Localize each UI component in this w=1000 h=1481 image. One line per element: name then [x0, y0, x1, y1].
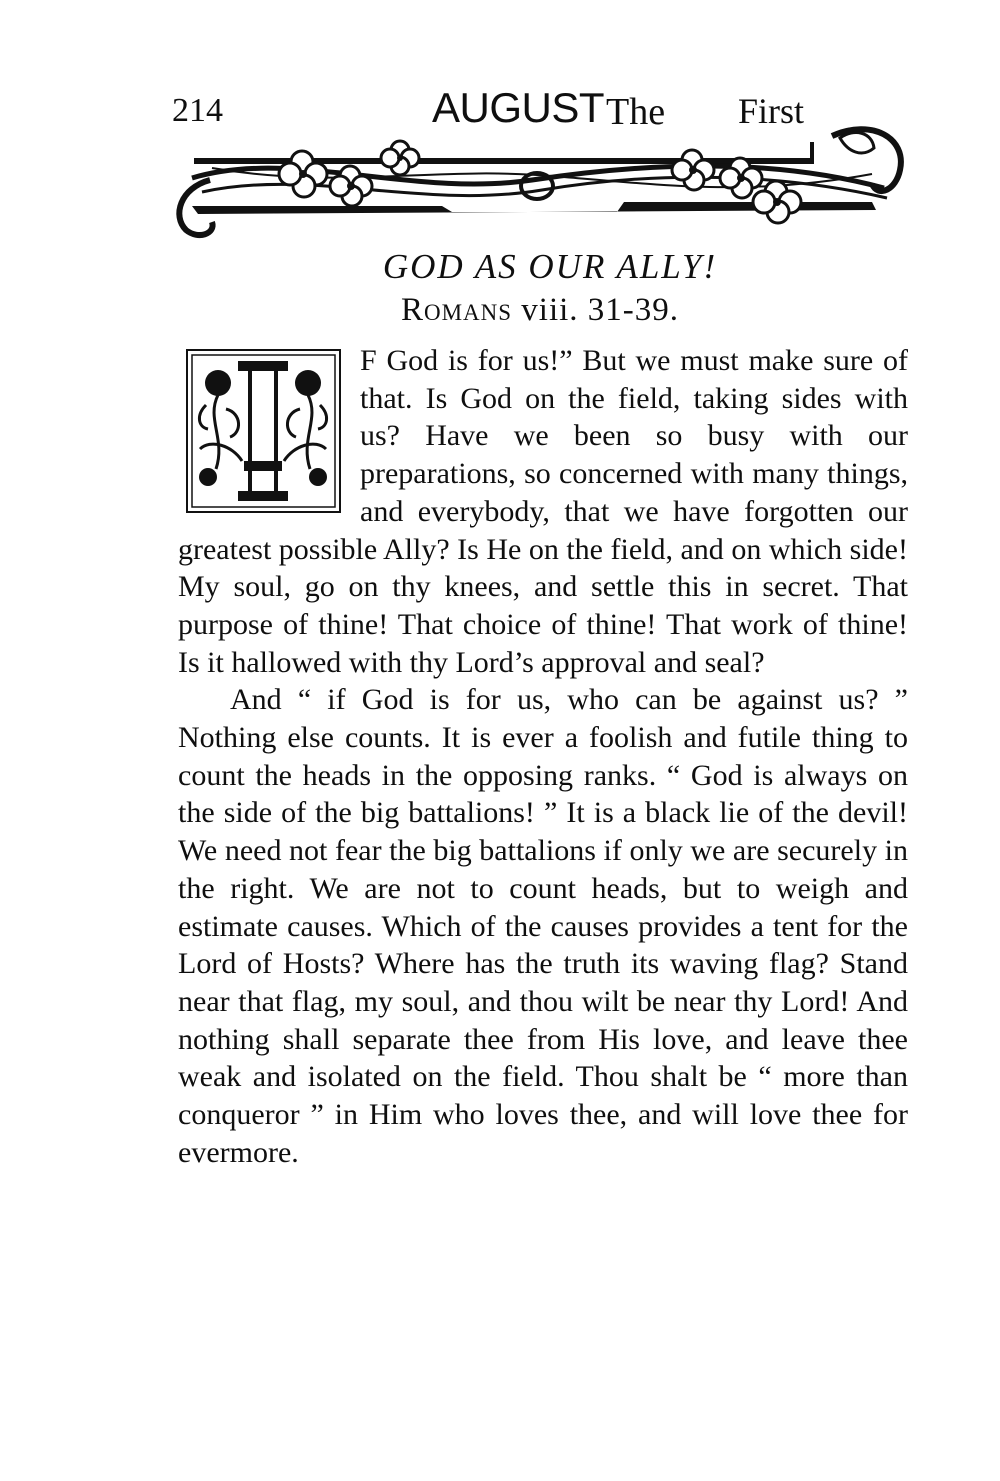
- reading-title: GOD AS OUR ALLY!: [382, 247, 718, 286]
- drop-cap-space: [178, 342, 360, 528]
- floral-banner-ornament-icon: [172, 118, 912, 246]
- paragraph-1: F God is for us!” But we must make sure of that. Is God on the field, taking sides with us? Have we been so busy with our preparations, so concerned with many things, and everybody, that we have forgotten our greatest possible Ally? Is He on the field, and on which side! My soul, go on thy knees, and settle this in secret. That purpose of thine! That choice of thine! That work of thine! Is it hallowed with thy Lord’s approval and seal?: [178, 344, 908, 679]
- paragraph-2: And “ if God is for us, who can be against us? ” Nothing else counts. It is ever a foolish and futile thing to count the heads in the opposing ranks. “ God is always on the side of the big battalions! ” It is a black lie of the devil! We need not fear the big battalions if only we are securely in the right. We are not to count heads, but to weigh and estimate causes. Which of the causes provides a tent for the Lord of Hosts? Where has the truth its waving flag? Stand near that flag, my soul, and thou wilt be near thy Lord! And nothing shall separate thee from His love, and leave thee weak and isolated on the field. Thou shalt be “ more than conqueror ” in Him who loves thee, and will love thee for evermore.: [178, 683, 908, 1169]
- page-number: 214: [172, 92, 223, 129]
- header-day-prefix: The: [606, 91, 666, 133]
- reference-passage: viii. 31-39.: [521, 292, 680, 328]
- scripture-reference: [0, 292, 1000, 329]
- body-text: [178, 342, 908, 1171]
- header-day: First: [738, 91, 805, 131]
- reference-book: Romans: [400, 292, 513, 328]
- header-month: AUGUST: [432, 84, 605, 131]
